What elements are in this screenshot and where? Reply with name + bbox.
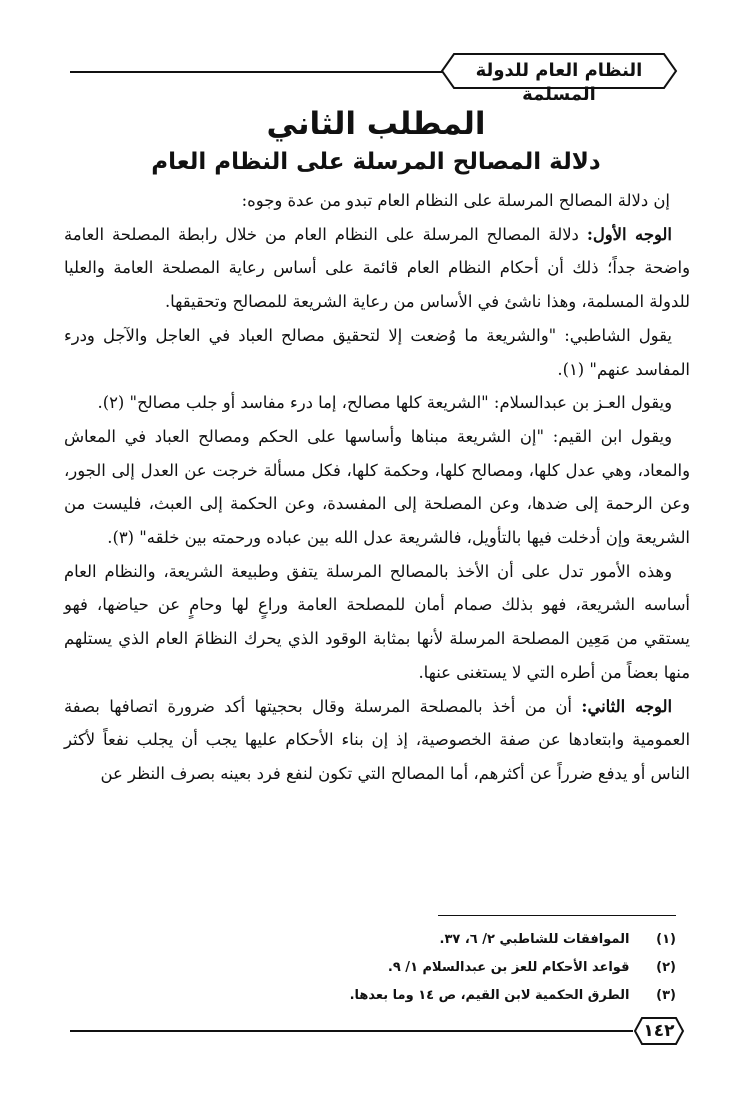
face-two-text: أن من أخذ بالمصلحة المرسلة وقال بحجيتها أكد ضرورة اتصافها بصفة العمومية وابتعادها عن صفة الخصوصية، إذ إن بناء الأحكام عليها يجب أن يجلب نفعاً لأكثر الناس أو يدفع ضرراً عن أكثرهم، أما المصالح التي تكون لنفع فرد بعينه بصرف النظر عن <box>64 696 690 783</box>
ibn-qayyim-quote: ويقول ابن القيم: "إن الشريعة مبناها وأساسها على الحكم ومصالح العباد في المعاش والمعاد، وهي عدل كلها، ومصالح كلها، وحكمة كلها، فكل مسألة خرجت عن العدل إلى الجور، وعن الرحمة إلى ضدها، وعن المصلحة إلى المفسدة، وعن الحكمة إلى العبث، فليست من الشريعة وإن أدخلت فيها بالتأويل، فالشريعة عدل الله بين عباده ورحمته بين خلقه" (٣). <box>64 426 690 548</box>
header-rule <box>70 71 450 73</box>
footer-rule <box>70 1030 633 1032</box>
body-text <box>64 184 690 791</box>
running-title: النظام العام للدولة المسلمة <box>475 60 643 105</box>
footnote-item <box>64 954 676 982</box>
footnote-number: (٣) <box>656 988 676 1003</box>
footnote-number: (٢) <box>656 960 676 975</box>
intro-paragraph: إن دلالة المصالح المرسلة على النظام العام تبدو من عدة وجوه: <box>241 191 670 210</box>
page-number-frame <box>633 1016 685 1046</box>
face-one-label: الوجه الأول: <box>586 224 672 244</box>
footnote-item <box>64 926 676 954</box>
face-two-label: الوجه الثاني: <box>581 696 673 716</box>
footnote-text: الطرق الحكمية لابن القيم، ص ١٤ وما بعدها. <box>349 988 630 1003</box>
izz-quote: ويقول العـز بن عبدالسلام: "الشريعة كلها مصالح، إما درء مفاسد أو جلب مصالح" (٢). <box>97 393 672 413</box>
face-one-paragraph <box>64 218 690 319</box>
footnote-number: (١) <box>656 932 676 947</box>
footnotes <box>64 926 676 1010</box>
section-title: المطلب الثاني <box>266 106 486 142</box>
page-number: ١٤٢ <box>643 1021 675 1041</box>
footnote-text: قواعد الأحكام للعز بن عبدالسلام ١/ ٩. <box>387 960 630 975</box>
section-subtitle: دلالة المصالح المرسلة على النظام العام <box>151 149 601 175</box>
footnote-text: الموافقات للشاطبي ٢/ ٦، ٣٧. <box>439 932 630 947</box>
shatibi-quote: يقول الشاطبي: "والشريعة ما وُضعت إلا لتحقيق مصالح العباد في العاجل والآجل ودرء المفاسد عنهم" (١). <box>64 325 690 379</box>
footnote-item <box>64 982 676 1010</box>
running-header <box>440 52 678 105</box>
face-one-text: دلالة المصالح المرسلة على النظام العام من خلال رابطة المصلحة العامة واضحة جداً؛ ذلك أن أحكام النظام العام قائمة على أساس رعاية المصلحة العامة والعليا للدولة المسلمة، وهذا ناشئ في الأساس من رعاية الشريعة للمصالح وتحقيقها. <box>64 224 690 312</box>
footnote-separator <box>438 915 676 916</box>
conclusion-paragraph: وهذه الأمور تدل على أن الأخذ بالمصالح المرسلة يتفق وطبيعة الشريعة، والنظام العام أساسه الشريعة، فهو بذلك صمام أمان للمصلحة العامة وراعٍ لها وحامٍ عن حياضها، فهو يستقي من مَعِين المصلحة المرسلة لأنها بمثابة الوقود الذي يحرك النظامَ العام الذي يستلهم منها بعضاً من أطره التي لا يستغنى عنها. <box>64 561 690 682</box>
face-two-paragraph <box>64 690 690 791</box>
